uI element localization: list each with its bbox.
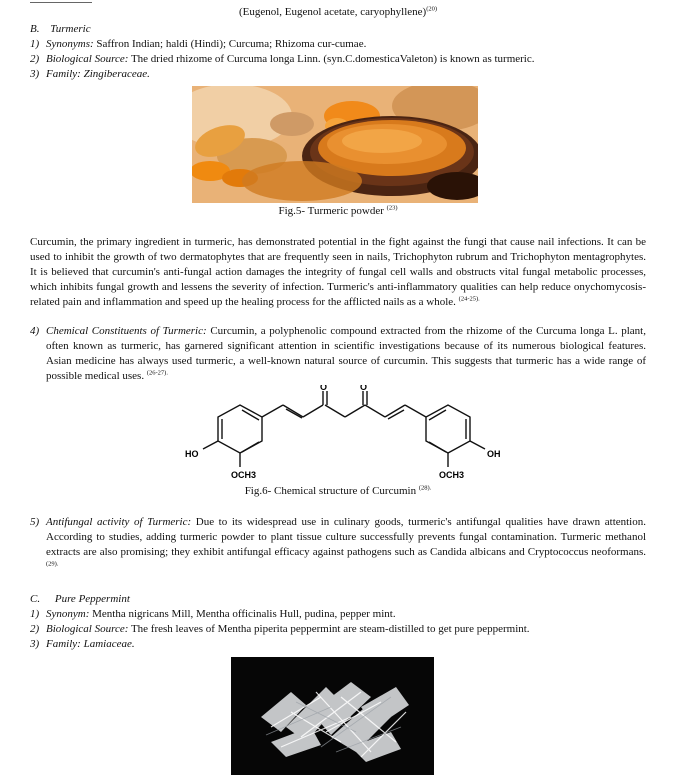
section-c-item-1 <box>30 607 650 622</box>
header-ref: (20) <box>426 5 438 13</box>
fig5-ref: (23) <box>386 204 398 212</box>
fig6-ref: (28). <box>418 484 432 492</box>
fig6-caption-text: Fig.6- Chemical structure of Curcumin <box>244 485 417 497</box>
section-b-title: Turmeric <box>50 23 91 35</box>
left-och3-label: OCH3 <box>231 470 257 480</box>
peppermint-photo-illustration <box>231 657 434 775</box>
item-text: Due to its widespread use in culinary goods, turmeric's antifungal qualities have drawn attention. According to studies, adding turmeric powder to plant tissue culture successfully prevents fungal contamination. Turmeric methanol extracts are also promising; they exhibit antifungal efficacy against pathogens such as Candida albicans and Cryptococcus neoformans. <box>46 516 646 558</box>
item-term: Family: <box>46 638 81 650</box>
turmeric-powder-image <box>192 86 478 203</box>
item-text: Mentha nigricans Mill, Mentha officinalis Hull, pudina, pepper mint. <box>89 608 396 620</box>
item-term: Biological Source: <box>46 53 129 65</box>
section-b-item-2 <box>30 52 650 67</box>
section-b-item-3 <box>30 67 650 82</box>
peppermint-crystals-image <box>231 657 434 775</box>
item-term: Biological Source: <box>46 623 129 635</box>
section-c-title: Pure Peppermint <box>54 593 130 605</box>
item-5-antifungal-activity <box>30 515 646 575</box>
item-text: Lamiaceae. <box>80 638 135 650</box>
item-text: Saffron Indian; haldi (Hindi); Curcuma; Rhizoma cur-cumae. <box>93 38 367 50</box>
item-ref: (29). <box>46 560 59 568</box>
item-term: Chemical Constituents of Turmeric: <box>46 325 207 337</box>
item-number: 1) <box>30 608 40 620</box>
paragraph-ref: (24-25). <box>458 295 480 303</box>
fig5-caption-text: Fig.5- Turmeric powder <box>278 205 384 217</box>
item-number: 2) <box>30 623 40 635</box>
item-text: Curcumin, a polyphenolic compound extracted from the rhizome of the Curcuma longa L. plant, often known as turmeric, has garnered significant attention in scientific investigations because of its numerous biological features. Asian medicine has always used turmeric, a well-known natural source of curcumin. This suggests that turmeric has a wide range of possible medical uses. <box>46 325 646 382</box>
item-term: Synonym: <box>46 608 90 620</box>
section-c-item-3 <box>30 637 650 652</box>
left-o-label: O <box>320 385 328 392</box>
item-term: Antifungal activity of Turmeric: <box>46 516 192 528</box>
curcumin-structure-drawing <box>185 385 505 485</box>
item-term: Family: <box>46 68 81 80</box>
section-b-label: B. <box>30 23 40 35</box>
item-number: 5) <box>30 516 40 528</box>
item-ref: (26-27). <box>146 369 168 377</box>
top-rule <box>30 2 92 3</box>
item-text: Zingiberaceae. <box>80 68 150 80</box>
header-line <box>0 5 676 20</box>
turmeric-photo-illustration <box>192 86 478 203</box>
item-number: 3) <box>30 68 40 80</box>
header-text: (Eugenol, Eugenol acetate, caryophyllene) <box>238 6 427 18</box>
item-number: 1) <box>30 38 40 50</box>
item-number: 4) <box>30 325 40 337</box>
section-b-heading <box>30 22 91 37</box>
item-4-chemical-constituents <box>30 324 646 384</box>
section-c-heading <box>30 592 130 607</box>
item-number: 3) <box>30 638 40 650</box>
item-text: The dried rhizome of Curcuma longa Linn. (syn.C.domesticaValeton) is known as turmeric. <box>128 53 535 65</box>
oh-label: OH <box>487 449 501 459</box>
section-c-label: C. <box>30 593 41 605</box>
section-c-item-2 <box>30 622 650 637</box>
section-b-item-1 <box>30 37 650 52</box>
paragraph-text: Curcumin, the primary ingredient in turmeric, has demonstrated potential in the fight against the fungi that cause nail infections. It can be used to inhibit the growth of two dermatophytes that are frequently seen in nails, Trichophyton rubrum and Trichophyton mentagrophytes. It is believed that curcumin's anti-fungal action damages the integrity of fungal cell walls and obstructs vital fungal metabolic processes, which inhibits fungal growth and lessens the severity of infection. Turmeric's anti-inflammatory qualities can help reduce onychomycosis-related pain and inflammation and speed up the healing process for the afflicted nails as a whole. <box>30 236 646 308</box>
item-text: The fresh leaves of Mentha piperita peppermint are steam-distilled to get pure peppermint. <box>128 623 530 635</box>
right-och3-label: OCH3 <box>439 470 465 480</box>
item-number: 2) <box>30 53 40 65</box>
right-o-label: O <box>360 385 368 392</box>
curcumin-structure <box>185 385 505 485</box>
curcumin-paragraph <box>30 235 646 310</box>
ho-label: HO <box>185 449 199 459</box>
item-term: Synonyms: <box>46 38 94 50</box>
fig5-caption <box>0 204 676 219</box>
fig6-caption <box>0 484 676 499</box>
